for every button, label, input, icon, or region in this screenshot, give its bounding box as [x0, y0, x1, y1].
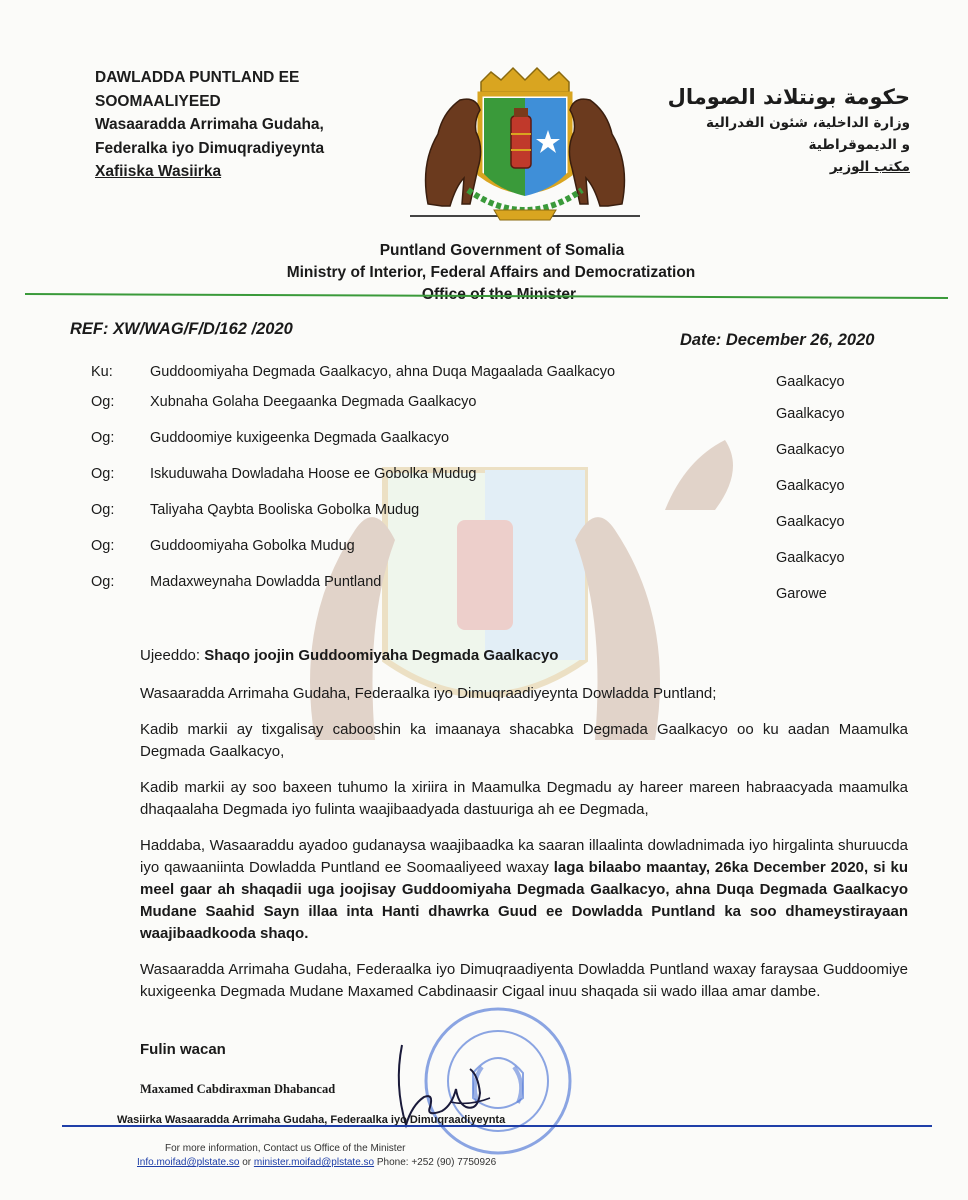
signer-name: Maxamed Cabdiraxman Dhabancad — [140, 1082, 336, 1096]
recipient-place: Gaalkacyo — [776, 514, 845, 530]
recipient-row — [0, 364, 968, 388]
letter-date: Date: December 26, 2020 — [680, 331, 875, 349]
recipient-name: Guddoomiye kuxigeenka Degmada Gaalkacyo — [150, 430, 450, 446]
paragraph-4-text: Haddaba, Wasaaraddu ayadoo gudanaysa waajibaadka ka saaran illaalinta dowladnimada iyo hirgalinta shuruucda iyo qawaaniinta Dowladda Puntland ee Soomaaliyeed waxay — [140, 837, 908, 876]
recipient-key: Og: — [91, 574, 115, 590]
footer-contact-line: For more information, Contact us Office of the Minister — [165, 1143, 406, 1154]
paragraph-4 — [140, 835, 908, 945]
recipient-place: Gaalkacyo — [776, 478, 845, 494]
header-right-line1: حكومة بونتلاند الصومال — [667, 85, 910, 109]
header-left-line1: DAWLADDA PUNTLAND EE — [95, 69, 300, 86]
footer-email-minister-link[interactable]: minister.moifad@plstate.so — [253, 1157, 375, 1168]
recipient-name: Guddoomiyaha Gobolka Mudug — [150, 538, 355, 554]
header-center-line2: Ministry of Interior, Federal Affairs and Democratization — [286, 264, 696, 281]
recipient-row — [0, 430, 968, 458]
footer-contacts — [137, 1157, 496, 1168]
subject-label: Ujeeddo: — [140, 647, 201, 664]
recipient-row — [0, 538, 968, 566]
paragraph-4-bold: laga bilaabo maantay, 26ka December 2020, si ku meel gaar ah shaqadii uga joojisay Guddoomiyaha Degmada Gaalkacyo, ahna Duqa Degmada Gaalkacyo Mudane Saahid Sayn illaa inta Hanti dhawrka Guud ee Dowladda Puntland ka soo dhameystirayaan waajibaadkooda shaqo. — [140, 859, 908, 942]
recipient-name: Madaxweynaha Dowladda Puntland — [150, 574, 382, 590]
recipient-name: Guddoomiyaha Degmada Gaalkacyo, ahna Duqa Magaalada Gaalkacyo — [150, 364, 616, 380]
recipient-row — [0, 394, 968, 422]
header-center-line3: Office of the Minister — [421, 286, 577, 303]
puntland-coat-of-arms-icon — [398, 64, 652, 240]
recipient-place: Gaalkacyo — [776, 550, 845, 566]
footer-email-info-link[interactable]: Info.moifad@plstate.so — [137, 1157, 240, 1168]
letter-body — [140, 645, 908, 1017]
recipient-key: Og: — [91, 466, 115, 482]
recipient-key: Og: — [91, 430, 115, 446]
signer-title: Wasiirka Wasaaradda Arrimaha Gudaha, Federaalka iyo Dimuqraadiyeynta — [117, 1114, 506, 1126]
header-left-line5: Xafiiska Wasiirka — [95, 163, 222, 180]
header-left-line2: SOOMAALIYEED — [95, 92, 221, 110]
reference-number: REF: XW/WAG/F/D/162 /2020 — [70, 320, 293, 338]
header-left — [95, 66, 324, 184]
recipient-name: Taliyaha Qaybta Booliska Gobolka Mudug — [150, 502, 420, 518]
paragraph-3: Kadib markii ay soo baxeen tuhumo la xiriira in Maamulka Degmadu ay hareer mareen habraacyada maamulka dhaqaalaha Degmada iyo fulinta waajibaadyada dastuuriga ah ee Degmada, — [140, 779, 908, 818]
header-center-line1: Puntland Government of Somalia — [379, 242, 625, 259]
blue-divider — [62, 1125, 932, 1127]
recipient-row — [0, 466, 968, 494]
footer-or: or — [239, 1157, 254, 1168]
header-left-line3: Wasaaradda Arrimaha Gudaha, — [95, 116, 324, 133]
paragraph-5: Wasaaradda Arrimaha Gudaha, Federaalka iyo Dimuqraadiyenta Dowladda Puntland waxay faraysaa Guddoomiye kuxigeenka Degmada Mudane Maxamed Cabdinaasir Cigaal inuu shaqada sii wado illaa amar dambe. — [140, 961, 908, 1000]
paragraph-2: Kadib markii ay tixgalisay cabooshin ka imaanaya shacabka Degmada Gaalkacyo oo ku aadan Maamulka Degmada Gaalkacyo, — [140, 721, 908, 760]
closing-phrase: Fulin wacan — [140, 1041, 226, 1058]
recipient-row — [0, 574, 968, 602]
recipient-key: Og: — [91, 502, 115, 518]
recipient-key: Og: — [91, 538, 115, 554]
recipient-row — [0, 502, 968, 530]
recipient-key: Ku: — [91, 364, 113, 380]
header-right-line2: وزارة الداخلية، شئون الفدرالية — [706, 115, 910, 131]
paragraph-1: Wasaaradda Arrimaha Gudaha, Federaalka iyo Dimuqraadiyeynta Dowladda Puntland; — [140, 685, 717, 702]
footer-phone: Phone: +252 (90) 7750926 — [374, 1157, 497, 1168]
header-right — [668, 82, 910, 178]
header-right-line3: و الديموقراطية — [808, 137, 910, 153]
recipient-place: Gaalkacyo — [776, 442, 845, 458]
recipient-key: Og: — [91, 394, 115, 410]
recipient-place: Gaalkacyo — [776, 374, 845, 390]
recipient-name: Iskuduwaha Dowladaha Hoose ee Gobolka Mudug — [150, 466, 477, 482]
header-right-line4: مكتب الوزير — [829, 159, 910, 175]
recipient-place: Gaalkacyo — [776, 406, 845, 422]
recipient-name: Xubnaha Golaha Deegaanka Degmada Gaalkacyo — [150, 394, 477, 410]
subject-line — [140, 645, 908, 667]
header-left-line4: Federalka iyo Dimuqradiyeynta — [95, 139, 325, 157]
recipient-place: Garowe — [776, 586, 827, 602]
subject-value: Shaqo joojin Guddoomiyaha Degmada Gaalkacyo — [204, 647, 559, 664]
